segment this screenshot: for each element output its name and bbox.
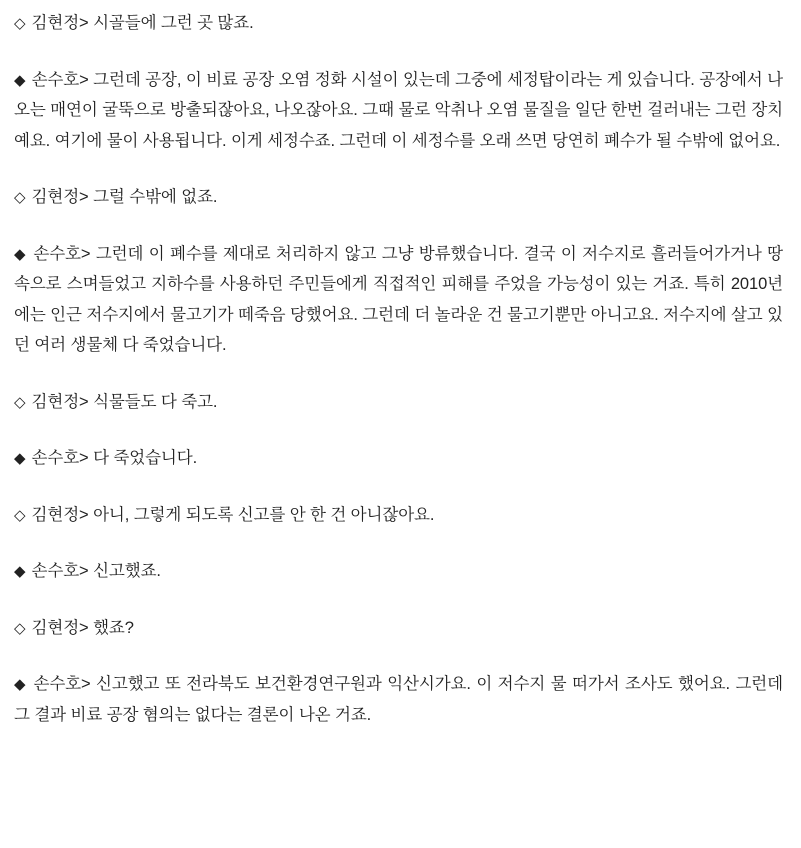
speaker-marker-icon: ◇ [14,189,30,207]
utterance-text: 식물들도 다 죽고. [93,392,218,411]
speaker-marker-icon: ◆ [14,563,30,581]
utterance-text: 그럴 수밖에 없죠. [93,188,218,207]
speaker-marker-icon: ◆ [14,245,32,263]
speaker-name: 손수호> [33,244,96,263]
utterance-text: 아니, 그렇게 되도록 신고를 안 한 건 아니잖아요. [93,505,435,524]
transcript-line [14,443,783,474]
utterance-text: 신고했고 또 전라북도 보건환경연구원과 익산시가요. 이 저수지 물 떠가서 조사도 했어요. 그런데 그 결과 비료 공장 혐의는 없다는 결론이 나온 거죠. [14,675,783,724]
transcript-line [14,65,783,157]
speaker-marker-icon: ◆ [14,71,30,89]
transcript-line [14,182,783,213]
speaker-name: 김현정> [31,392,94,411]
speaker-marker-icon: ◇ [14,15,30,32]
speaker-marker-icon: ◇ [14,619,30,637]
transcript-line [14,613,783,644]
speaker-name: 손수호> [31,562,94,581]
speaker-name: 김현정> [31,505,94,524]
utterance-text: 다 죽었습니다. [93,449,198,468]
speaker-name: 손수호> [31,70,94,89]
transcript-line [14,8,783,39]
speaker-marker-icon: ◇ [14,506,30,524]
speaker-name: 김현정> [31,14,94,32]
utterance-text: 그런데 공장, 이 비료 공장 오염 정화 시설이 있는데 그중에 세정탑이라는 게 있습니다. 공장에서 나오는 매연이 굴뚝으로 방출되잖아요, 나오잖아요. 그때 물로 악취나 오염 물질을 일단 한번 걸러내는 그런 장치예요. 여기에 물이 사용됩니다. 이게 세정수죠. 그런데 이 세정수를 오래 쓰면 당연히 폐수가 될 수밖에 없어요. [14,70,783,150]
transcript-line [14,556,783,587]
transcript-line [14,669,783,730]
transcript-line [14,239,783,361]
utterance-text: 시골들에 그런 곳 많죠. [93,14,254,32]
transcript-line [14,500,783,531]
utterance-text: 그런데 이 폐수를 제대로 처리하지 않고 그냥 방류했습니다. 결국 이 저수지로 흘러들어가거나 땅속으로 스며들었고 지하수를 사용하던 주민들에게 직접적인 피해를 주었을 가능성이 있는 거죠. 특히 2010년에는 인근 저수지에서 물고기가 떼죽음 당했어요. 그런데 더 놀라운 건 물고기뿐만 아니고요. 저수지에 살고 있던 여러 생물체 다 죽었습니다. [14,244,783,355]
speaker-name: 김현정> [31,188,94,207]
transcript-line [14,387,783,418]
speaker-marker-icon: ◆ [14,450,30,468]
speaker-name: 손수호> [33,675,97,694]
speaker-name: 손수호> [31,449,94,468]
speaker-marker-icon: ◇ [14,393,30,411]
utterance-text: 신고했죠. [93,562,161,581]
speaker-marker-icon: ◆ [14,676,32,694]
speaker-name: 김현정> [31,618,94,637]
utterance-text: 했죠? [93,618,134,637]
